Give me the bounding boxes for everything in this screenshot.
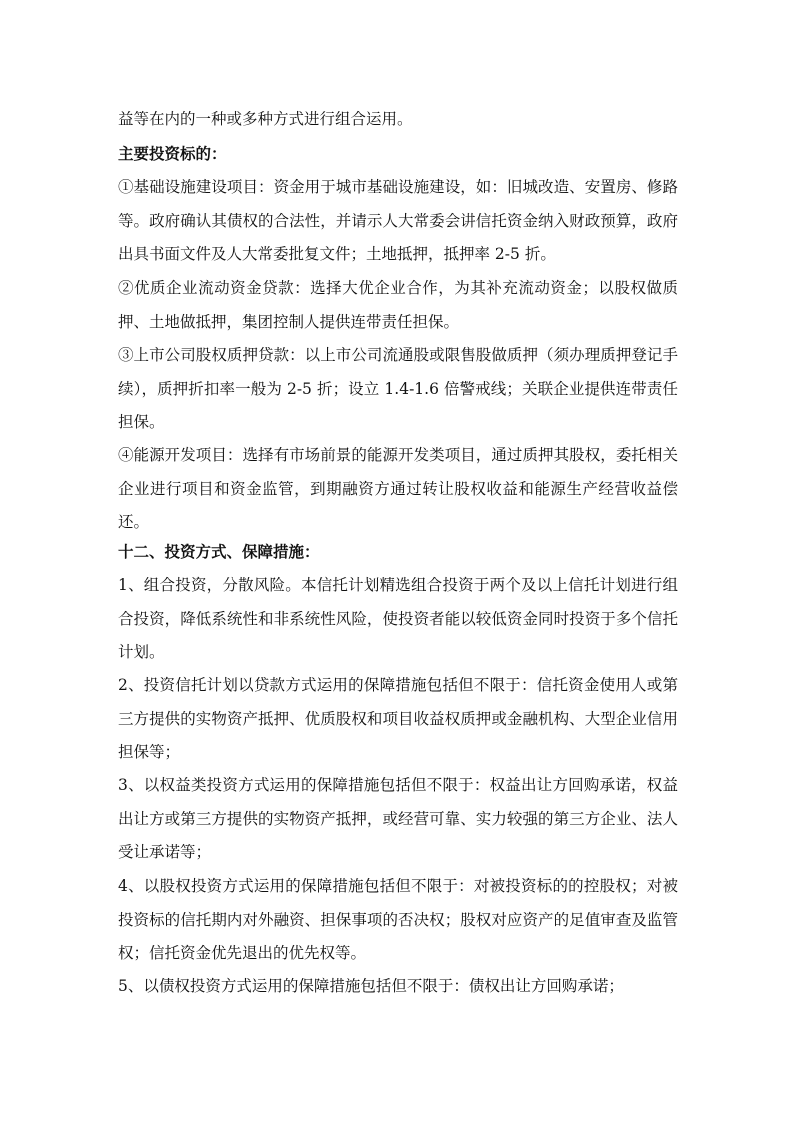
paragraph-infrastructure: ①基础设施建设项目：资金用于城市基础设施建设，如：旧城改造、安置房、修路等。政府确认其债权的合法性，并请示人大常委会讲信托资金纳入财政预算，政府出具书面文件及人大常委批复文件；土地抵押，抵押率 2-5 折。 (118, 178, 678, 263)
paragraph-continuation: 益等在内的一种或多种方式进行组合运用。 (118, 110, 413, 128)
paragraph-item-4: 4、以股权投资方式运用的保障措施包括但不限于：对被投资标的的控股权；对被投资标的信托期内对外融资、担保事项的否决权；股权对应资产的足值审查及监管权；信托资金优先退出的优先权等。 (118, 877, 678, 962)
paragraph-working-capital-loan: ②优质企业流动资金贷款：选择大优企业合作，为其补充流动资金；以股权做质押、土地做抵押，集团控制人提供连带责任担保。 (118, 279, 678, 331)
paragraph-item-2: 2、投资信托计划以贷款方式运用的保障措施包括但不限于：信托资金使用人或第三方提供的实物资产抵押、优质股权和项目收益权质押或金融机构、大型企业信用担保等； (118, 676, 678, 761)
section-heading-investment-targets: 主要投资标的： (118, 144, 227, 163)
paragraph-equity-pledge-loan: ③上市公司股权质押贷款：以上市公司流通股或限售股做质押（须办理质押登记手续），质押折扣率一般为 2-5 折；设立 1.4-1.6 倍警戒线；关联企业提供连带责任担保。 (118, 346, 678, 431)
paragraph-energy-project: ④能源开发项目：选择有市场前景的能源开发类项目，通过质押其股权，委托相关企业进行项目和资金监管，到期融资方通过转让股权收益和能源生产经营收益偿还。 (118, 446, 678, 531)
paragraph-item-5: 5、以债权投资方式运用的保障措施包括但不限于：债权出让方回购承诺； (118, 977, 624, 995)
section-heading-investment-methods: 十二、投资方式、保障措施： (118, 542, 320, 561)
paragraph-item-1: 1、组合投资，分散风险。本信托计划精选组合投资于两个及以上信托计划进行组合投资，降低系统性和非系统性风险，使投资者能以较低资金同时投资于多个信托计划。 (118, 576, 678, 661)
paragraph-item-3: 3、以权益类投资方式运用的保障措施包括但不限于：权益出让方回购承诺，权益出让方或第三方提供的实物资产抵押，或经营可靠、实力较强的第三方企业、法人受让承诺等； (118, 776, 678, 861)
